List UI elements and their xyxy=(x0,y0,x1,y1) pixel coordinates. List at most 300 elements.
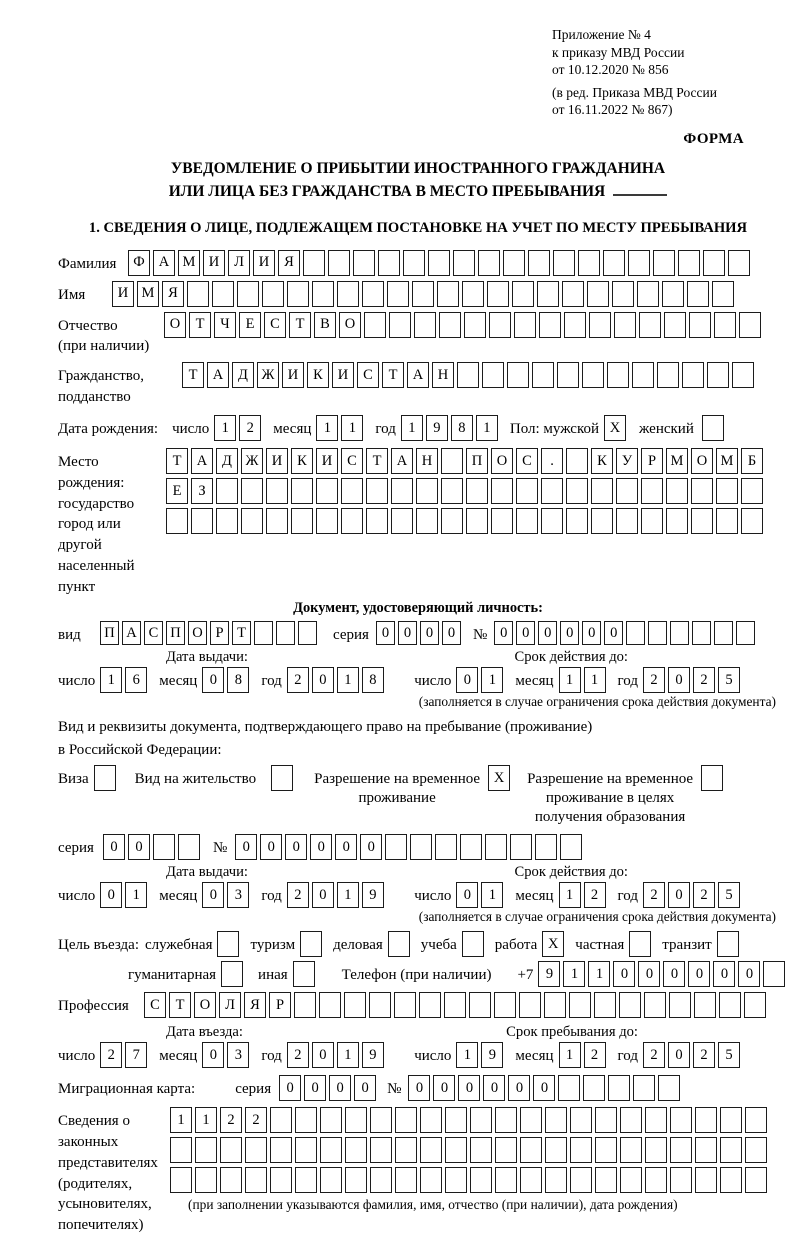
char-box-filled[interactable]: О xyxy=(339,312,361,338)
char-box[interactable] xyxy=(745,1167,767,1193)
char-box[interactable] xyxy=(444,992,466,1018)
char-box[interactable] xyxy=(195,1167,217,1193)
char-box[interactable] xyxy=(616,478,638,504)
char-box[interactable] xyxy=(389,312,411,338)
char-box[interactable] xyxy=(295,1137,317,1163)
char-box-filled[interactable]: С xyxy=(357,362,379,388)
char-box[interactable] xyxy=(378,250,400,276)
char-box[interactable] xyxy=(266,508,288,534)
char-box[interactable] xyxy=(466,508,488,534)
char-box-filled[interactable]: 0 xyxy=(713,961,735,987)
char-box[interactable] xyxy=(512,281,534,307)
char-box[interactable] xyxy=(645,1167,667,1193)
char-box-filled[interactable]: 0 xyxy=(533,1075,555,1101)
char-box-filled[interactable]: 0 xyxy=(354,1075,376,1101)
char-box[interactable] xyxy=(489,312,511,338)
char-box[interactable] xyxy=(658,1075,680,1101)
char-box[interactable] xyxy=(270,1167,292,1193)
char-box[interactable] xyxy=(520,1137,542,1163)
char-box-filled[interactable]: А xyxy=(122,621,141,645)
char-box[interactable] xyxy=(692,621,711,645)
char-box-filled[interactable]: Я xyxy=(278,250,300,276)
char-box[interactable] xyxy=(745,1107,767,1133)
char-box-filled[interactable]: 2 xyxy=(287,667,309,693)
char-box[interactable] xyxy=(316,478,338,504)
char-box-filled[interactable]: О xyxy=(194,992,216,1018)
char-box[interactable] xyxy=(457,362,479,388)
char-box[interactable] xyxy=(294,992,316,1018)
char-box[interactable] xyxy=(394,992,416,1018)
char-box[interactable] xyxy=(341,508,363,534)
char-box[interactable] xyxy=(632,362,654,388)
char-box-filled[interactable]: М xyxy=(137,281,159,307)
char-box[interactable] xyxy=(439,312,461,338)
char-box-filled[interactable]: П xyxy=(100,621,119,645)
char-box-filled[interactable]: 2 xyxy=(643,1042,665,1068)
char-box[interactable] xyxy=(271,765,293,791)
char-box[interactable] xyxy=(707,362,729,388)
char-box[interactable] xyxy=(445,1137,467,1163)
char-box[interactable] xyxy=(94,765,116,791)
char-box[interactable] xyxy=(293,961,315,987)
char-box[interactable] xyxy=(720,1167,742,1193)
char-box[interactable] xyxy=(716,508,738,534)
char-box[interactable] xyxy=(645,1107,667,1133)
char-box[interactable] xyxy=(388,931,410,957)
char-box-filled[interactable]: 0 xyxy=(304,1075,326,1101)
char-box-filled[interactable]: 1 xyxy=(456,1042,478,1068)
char-box-filled[interactable]: А xyxy=(153,250,175,276)
char-box-filled[interactable]: 0 xyxy=(638,961,660,987)
char-box-filled[interactable]: К xyxy=(291,448,313,474)
char-box[interactable] xyxy=(291,478,313,504)
char-box-filled[interactable]: 0 xyxy=(582,621,601,645)
char-box-filled[interactable]: А xyxy=(207,362,229,388)
char-box[interactable] xyxy=(628,250,650,276)
char-box[interactable] xyxy=(537,281,559,307)
char-box-filled[interactable]: А xyxy=(391,448,413,474)
char-box-filled[interactable]: 0 xyxy=(376,621,395,645)
char-box-filled[interactable]: 2 xyxy=(287,1042,309,1068)
char-box-filled[interactable]: Л xyxy=(219,992,241,1018)
char-box-filled[interactable]: X xyxy=(604,415,626,441)
char-box[interactable] xyxy=(620,1107,642,1133)
char-box[interactable] xyxy=(403,250,425,276)
char-box[interactable] xyxy=(370,1107,392,1133)
char-box-filled[interactable]: 1 xyxy=(170,1107,192,1133)
char-box-filled[interactable]: Е xyxy=(166,478,188,504)
char-box-filled[interactable]: 1 xyxy=(476,415,498,441)
char-box-filled[interactable]: 0 xyxy=(312,667,334,693)
char-box-filled[interactable]: 3 xyxy=(227,882,249,908)
char-box-filled[interactable]: С xyxy=(341,448,363,474)
char-box-filled[interactable]: 0 xyxy=(668,882,690,908)
char-box[interactable] xyxy=(470,1107,492,1133)
char-box-filled[interactable]: О xyxy=(188,621,207,645)
char-box[interactable] xyxy=(583,1075,605,1101)
char-box-filled[interactable]: Р xyxy=(641,448,663,474)
char-box-filled[interactable]: 1 xyxy=(337,667,359,693)
char-box[interactable] xyxy=(221,961,243,987)
char-box-filled[interactable]: 1 xyxy=(481,882,503,908)
char-box[interactable] xyxy=(629,931,651,957)
char-box[interactable] xyxy=(728,250,750,276)
char-box[interactable] xyxy=(545,1107,567,1133)
char-box[interactable] xyxy=(295,1107,317,1133)
char-box[interactable] xyxy=(245,1167,267,1193)
char-box[interactable] xyxy=(566,448,588,474)
char-box[interactable] xyxy=(416,508,438,534)
char-box-filled[interactable]: С xyxy=(144,992,166,1018)
char-box[interactable] xyxy=(682,362,704,388)
char-box-filled[interactable]: 8 xyxy=(451,415,473,441)
char-box[interactable] xyxy=(245,1137,267,1163)
char-box-filled[interactable]: 8 xyxy=(362,667,384,693)
char-box[interactable] xyxy=(495,1107,517,1133)
char-box-filled[interactable]: 0 xyxy=(103,834,125,860)
char-box-filled[interactable]: Т xyxy=(166,448,188,474)
char-box-filled[interactable]: 1 xyxy=(316,415,338,441)
char-box[interactable] xyxy=(687,281,709,307)
char-box[interactable] xyxy=(266,478,288,504)
char-box[interactable] xyxy=(702,415,724,441)
char-box[interactable] xyxy=(462,931,484,957)
char-box-filled[interactable]: 2 xyxy=(220,1107,242,1133)
char-box[interactable] xyxy=(701,765,723,791)
char-box[interactable] xyxy=(191,508,213,534)
char-box-filled[interactable]: 2 xyxy=(693,882,715,908)
char-box[interactable] xyxy=(420,1107,442,1133)
char-box-filled[interactable]: О xyxy=(691,448,713,474)
char-box[interactable] xyxy=(420,1137,442,1163)
char-box[interactable] xyxy=(553,250,575,276)
char-box[interactable] xyxy=(494,992,516,1018)
char-box-filled[interactable]: 0 xyxy=(260,834,282,860)
char-box[interactable] xyxy=(566,478,588,504)
char-box[interactable] xyxy=(594,992,616,1018)
char-box[interactable] xyxy=(612,281,634,307)
char-box[interactable] xyxy=(510,834,532,860)
char-box-filled[interactable]: 5 xyxy=(718,882,740,908)
char-box[interactable] xyxy=(616,508,638,534)
char-box[interactable] xyxy=(703,250,725,276)
char-box[interactable] xyxy=(514,312,536,338)
char-box[interactable] xyxy=(270,1107,292,1133)
char-box[interactable] xyxy=(591,508,613,534)
char-box[interactable] xyxy=(520,1167,542,1193)
char-box[interactable] xyxy=(385,834,407,860)
char-box-filled[interactable]: 2 xyxy=(584,1042,606,1068)
char-box[interactable] xyxy=(345,1137,367,1163)
char-box[interactable] xyxy=(558,1075,580,1101)
char-box[interactable] xyxy=(216,478,238,504)
char-box[interactable] xyxy=(614,312,636,338)
char-box[interactable] xyxy=(216,508,238,534)
char-box[interactable] xyxy=(691,508,713,534)
char-box-filled[interactable]: Т xyxy=(289,312,311,338)
char-box-filled[interactable]: X xyxy=(488,765,510,791)
char-box[interactable] xyxy=(741,478,763,504)
char-box-filled[interactable]: Т xyxy=(382,362,404,388)
char-box[interactable] xyxy=(166,508,188,534)
char-box[interactable] xyxy=(619,992,641,1018)
char-box[interactable] xyxy=(689,312,711,338)
char-box[interactable] xyxy=(666,508,688,534)
char-box[interactable] xyxy=(695,1107,717,1133)
char-box[interactable] xyxy=(441,508,463,534)
char-box[interactable] xyxy=(319,992,341,1018)
char-box[interactable] xyxy=(587,281,609,307)
char-box-filled[interactable]: О xyxy=(491,448,513,474)
char-box[interactable] xyxy=(345,1167,367,1193)
char-box[interactable] xyxy=(595,1137,617,1163)
char-box-filled[interactable]: Б xyxy=(741,448,763,474)
char-box-filled[interactable]: 2 xyxy=(643,667,665,693)
char-box-filled[interactable]: Р xyxy=(269,992,291,1018)
char-box[interactable] xyxy=(420,1167,442,1193)
char-box[interactable] xyxy=(187,281,209,307)
char-box[interactable] xyxy=(391,478,413,504)
char-box-filled[interactable]: 0 xyxy=(360,834,382,860)
char-box[interactable] xyxy=(637,281,659,307)
char-box[interactable] xyxy=(545,1167,567,1193)
char-box[interactable] xyxy=(539,312,561,338)
char-box[interactable] xyxy=(316,508,338,534)
char-box[interactable] xyxy=(670,1107,692,1133)
char-box-filled[interactable]: Т xyxy=(366,448,388,474)
char-box-filled[interactable]: И xyxy=(203,250,225,276)
char-box-filled[interactable]: И xyxy=(282,362,304,388)
char-box-filled[interactable]: 2 xyxy=(693,667,715,693)
char-box[interactable] xyxy=(491,478,513,504)
char-box[interactable] xyxy=(441,448,463,474)
char-box[interactable] xyxy=(328,250,350,276)
char-box[interactable] xyxy=(241,478,263,504)
char-box[interactable] xyxy=(170,1137,192,1163)
char-box-filled[interactable]: 0 xyxy=(483,1075,505,1101)
char-box-filled[interactable]: 1 xyxy=(563,961,585,987)
char-box[interactable] xyxy=(639,312,661,338)
char-box[interactable] xyxy=(695,1167,717,1193)
char-box[interactable] xyxy=(437,281,459,307)
char-box-filled[interactable]: 7 xyxy=(125,1042,147,1068)
char-box-filled[interactable]: 0 xyxy=(312,882,334,908)
char-box-filled[interactable]: 0 xyxy=(560,621,579,645)
char-box-filled[interactable]: 0 xyxy=(456,667,478,693)
char-box-filled[interactable]: 9 xyxy=(538,961,560,987)
char-box-filled[interactable]: А xyxy=(191,448,213,474)
char-box-filled[interactable]: А xyxy=(407,362,429,388)
char-box[interactable] xyxy=(276,621,295,645)
char-box[interactable] xyxy=(763,961,785,987)
char-box[interactable] xyxy=(212,281,234,307)
char-box-filled[interactable]: 0 xyxy=(408,1075,430,1101)
char-box[interactable] xyxy=(589,312,611,338)
char-box-filled[interactable]: И xyxy=(112,281,134,307)
char-box-filled[interactable]: 0 xyxy=(398,621,417,645)
char-box[interactable] xyxy=(320,1137,342,1163)
char-box-filled[interactable]: О xyxy=(164,312,186,338)
char-box[interactable] xyxy=(716,478,738,504)
char-box-filled[interactable]: Ж xyxy=(241,448,263,474)
char-box-filled[interactable]: 1 xyxy=(125,882,147,908)
char-box[interactable] xyxy=(717,931,739,957)
char-box[interactable] xyxy=(291,508,313,534)
char-box[interactable] xyxy=(591,478,613,504)
char-box[interactable] xyxy=(695,1137,717,1163)
char-box-filled[interactable]: Я xyxy=(162,281,184,307)
char-box[interactable] xyxy=(460,834,482,860)
char-box[interactable] xyxy=(485,834,507,860)
char-box[interactable] xyxy=(414,312,436,338)
char-box[interactable] xyxy=(412,281,434,307)
char-box-filled[interactable]: 9 xyxy=(362,1042,384,1068)
char-box-filled[interactable]: 0 xyxy=(442,621,461,645)
char-box-filled[interactable]: 0 xyxy=(312,1042,334,1068)
char-box-filled[interactable]: И xyxy=(266,448,288,474)
char-box[interactable] xyxy=(607,362,629,388)
char-box-filled[interactable]: И xyxy=(253,250,275,276)
char-box[interactable] xyxy=(303,250,325,276)
char-box[interactable] xyxy=(732,362,754,388)
char-box[interactable] xyxy=(262,281,284,307)
char-box[interactable] xyxy=(295,1167,317,1193)
char-box[interactable] xyxy=(419,992,441,1018)
char-box[interactable] xyxy=(736,621,755,645)
char-box[interactable] xyxy=(395,1137,417,1163)
char-box[interactable] xyxy=(516,478,538,504)
char-box[interactable] xyxy=(254,621,273,645)
char-box-filled[interactable]: П xyxy=(166,621,185,645)
char-box[interactable] xyxy=(670,1137,692,1163)
char-box[interactable] xyxy=(416,478,438,504)
char-box[interactable] xyxy=(745,1137,767,1163)
char-box[interactable] xyxy=(714,621,733,645)
char-box-filled[interactable]: 0 xyxy=(202,882,224,908)
char-box-filled[interactable]: Ж xyxy=(257,362,279,388)
char-box[interactable] xyxy=(482,362,504,388)
char-box-filled[interactable]: 1 xyxy=(195,1107,217,1133)
char-box-filled[interactable]: Д xyxy=(232,362,254,388)
char-box-filled[interactable]: Т xyxy=(232,621,251,645)
char-box-filled[interactable]: Т xyxy=(169,992,191,1018)
char-box-filled[interactable]: Т xyxy=(182,362,204,388)
char-box-filled[interactable]: Р xyxy=(210,621,229,645)
char-box-filled[interactable]: 0 xyxy=(508,1075,530,1101)
char-box[interactable] xyxy=(495,1167,517,1193)
char-box[interactable] xyxy=(503,250,525,276)
char-box-filled[interactable]: И xyxy=(332,362,354,388)
char-box-filled[interactable]: У xyxy=(616,448,638,474)
title-blank-line[interactable] xyxy=(613,180,667,196)
char-box-filled[interactable]: 1 xyxy=(401,415,423,441)
char-box[interactable] xyxy=(633,1075,655,1101)
char-box-filled[interactable]: 0 xyxy=(516,621,535,645)
char-box[interactable] xyxy=(719,992,741,1018)
char-box[interactable] xyxy=(557,362,579,388)
char-box[interactable] xyxy=(470,1167,492,1193)
char-box-filled[interactable]: К xyxy=(307,362,329,388)
char-box-filled[interactable]: Д xyxy=(216,448,238,474)
char-box[interactable] xyxy=(666,478,688,504)
char-box[interactable] xyxy=(391,508,413,534)
char-box[interactable] xyxy=(569,992,591,1018)
char-box[interactable] xyxy=(410,834,432,860)
char-box-filled[interactable]: X xyxy=(542,931,564,957)
char-box-filled[interactable]: 1 xyxy=(341,415,363,441)
char-box[interactable] xyxy=(532,362,554,388)
char-box[interactable] xyxy=(353,250,375,276)
char-box[interactable] xyxy=(237,281,259,307)
char-box[interactable] xyxy=(741,508,763,534)
char-box[interactable] xyxy=(270,1137,292,1163)
char-box-filled[interactable]: П xyxy=(466,448,488,474)
char-box-filled[interactable]: М xyxy=(178,250,200,276)
char-box[interactable] xyxy=(603,250,625,276)
char-box[interactable] xyxy=(720,1137,742,1163)
char-box[interactable] xyxy=(582,362,604,388)
char-box[interactable] xyxy=(344,992,366,1018)
char-box[interactable] xyxy=(487,281,509,307)
char-box-filled[interactable]: 0 xyxy=(668,667,690,693)
char-box-filled[interactable]: 2 xyxy=(287,882,309,908)
char-box[interactable] xyxy=(153,834,175,860)
char-box[interactable] xyxy=(453,250,475,276)
char-box[interactable] xyxy=(395,1167,417,1193)
char-box[interactable] xyxy=(535,834,557,860)
char-box[interactable] xyxy=(528,250,550,276)
char-box[interactable] xyxy=(337,281,359,307)
char-box[interactable] xyxy=(220,1137,242,1163)
char-box[interactable] xyxy=(662,281,684,307)
char-box[interactable] xyxy=(641,478,663,504)
char-box-filled[interactable]: Я xyxy=(244,992,266,1018)
char-box[interactable] xyxy=(241,508,263,534)
char-box[interactable] xyxy=(312,281,334,307)
char-box-filled[interactable]: 0 xyxy=(202,1042,224,1068)
char-box[interactable] xyxy=(345,1107,367,1133)
char-box[interactable] xyxy=(320,1107,342,1133)
char-box[interactable] xyxy=(578,250,600,276)
char-box[interactable] xyxy=(320,1167,342,1193)
char-box[interactable] xyxy=(657,362,679,388)
char-box[interactable] xyxy=(570,1107,592,1133)
char-box[interactable] xyxy=(564,312,586,338)
char-box-filled[interactable]: 0 xyxy=(100,882,122,908)
char-box[interactable] xyxy=(670,1167,692,1193)
char-box-filled[interactable]: 0 xyxy=(738,961,760,987)
char-box[interactable] xyxy=(341,478,363,504)
char-box-filled[interactable]: 6 xyxy=(125,667,147,693)
char-box[interactable] xyxy=(495,1137,517,1163)
char-box[interactable] xyxy=(217,931,239,957)
char-box[interactable] xyxy=(520,1107,542,1133)
char-box-filled[interactable]: 5 xyxy=(718,1042,740,1068)
char-box-filled[interactable]: 0 xyxy=(688,961,710,987)
char-box-filled[interactable]: 1 xyxy=(588,961,610,987)
char-box[interactable] xyxy=(562,281,584,307)
char-box[interactable] xyxy=(441,478,463,504)
char-box[interactable] xyxy=(478,250,500,276)
char-box-filled[interactable]: 3 xyxy=(227,1042,249,1068)
char-box-filled[interactable]: 2 xyxy=(245,1107,267,1133)
char-box-filled[interactable]: . xyxy=(541,448,563,474)
char-box[interactable] xyxy=(428,250,450,276)
char-box-filled[interactable]: 0 xyxy=(128,834,150,860)
char-box[interactable] xyxy=(644,992,666,1018)
char-box-filled[interactable]: 0 xyxy=(285,834,307,860)
char-box[interactable] xyxy=(491,508,513,534)
